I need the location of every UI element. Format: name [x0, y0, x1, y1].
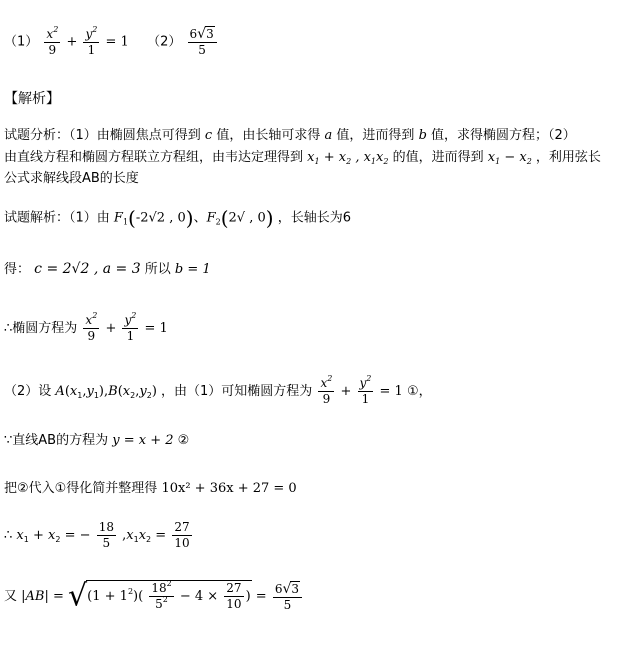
analysis-line-2: 由直线方程和椭圆方程联立方程组，由韦达定理得到 $x_1 + x_2$ , $x_1x_2$ 的值，进而得到 $x_1 - x_2$ ，利用弦长	[4, 150, 601, 166]
solution-line-1: 试题解析：（1）由 $F_1(-2√2$ , 0)、$F_2(2√$ , 0) ，长轴长为6	[4, 206, 351, 230]
answer-part1-label: （1）	[4, 34, 39, 50]
solution-line-3: ∴椭圆方程为 $\frac{x^2}{9}$ + $\frac{y^2}{1}$ = 1	[4, 311, 168, 343]
answer-eq-tail: = 1	[105, 34, 129, 50]
solution-line-2: 得： c = 2√2 , a = 3 所以 b = 1	[4, 261, 211, 277]
analysis-line-1: 试题分析：（1）由椭圆焦点可得到 c 值，由长轴可求得 a 值，进而得到 b 值，求得椭圆方程；（2）	[4, 128, 576, 143]
x2-over-9: $\frac{x^2}{9}$	[46, 24, 59, 57]
answer-part2-label: （2）	[147, 34, 182, 50]
answer-part2-fraction: $\frac{6√3}{5}$	[188, 26, 217, 58]
solution-line-8: 又 $|AB| = √(1 + 1^2)$( $\frac{18^2}{5^2}$ − 4 × $\frac{27}{10}$ ) = $\frac{6√3}{5}$	[4, 580, 304, 613]
solution-line-6: 把②代入①得化简并整理得 10x² + 36x + 27 = 0	[4, 481, 297, 496]
solution-line-5: ∵直线AB的方程为 y = x + 2 ②	[4, 433, 190, 448]
y2-over-1: $\frac{y^2}{1}$	[85, 24, 98, 57]
answer-line: （1） $\frac{x^2}{9}$ + $\frac{y^2}{1}$ = 1 （2） $\frac{6√3}{5}$	[4, 26, 219, 58]
analysis-line-3: 公式求解线段AB的长度	[4, 171, 139, 186]
solution-line-4: （2）设 $A(x_1,y_1),B(x_2,y_2)$ ，由（1）可知椭圆方程为 $\frac{x^2}{9}$ + $\frac{y^2}{1}$ = 1 ①，	[4, 374, 432, 406]
section-title: 【解析】	[4, 91, 60, 107]
solution-line-7: ∴ $x_1 + x_2$ = − $\frac{18}{5}$ $,x_1x_2$ = $\frac{27}{10}$	[4, 520, 190, 550]
